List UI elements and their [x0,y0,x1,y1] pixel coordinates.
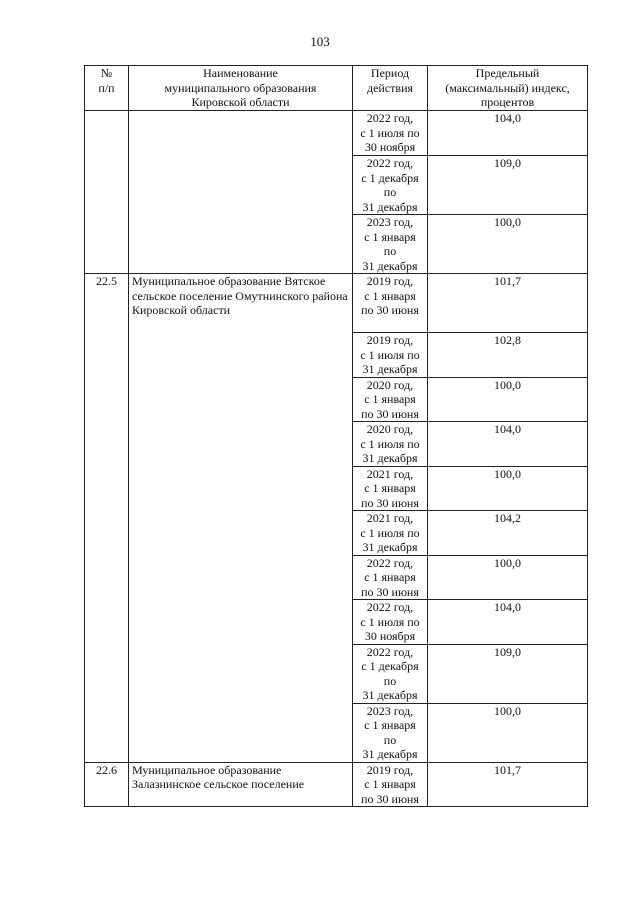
period-cell: 2020 год, с 1 июля по 31 декабря [353,422,428,467]
row-number [85,111,129,274]
index-cell: 100,0 [428,377,588,422]
index-cell: 102,8 [428,333,588,378]
period-cell: 2022 год, с 1 декабря по 31 декабря [353,644,428,703]
page-number: 103 [310,34,330,49]
period-cell: 2022 год, с 1 января по 30 июня [353,555,428,600]
table-row [85,111,588,156]
index-cell: 109,0 [428,644,588,703]
period-cell: 2022 год, с 1 июля по 30 ноября [353,111,428,156]
index-cell: 100,0 [428,466,588,511]
header-index: Предельный (максимальный) индекс, процентов [428,66,588,111]
index-cell: 104,2 [428,511,588,556]
period-cell: 2021 год, с 1 июля по 31 декабря [353,511,428,556]
index-cell: 101,7 [428,274,588,333]
period-cell: 2020 год, с 1 января по 30 июня [353,377,428,422]
header-period: Период действия [353,66,428,111]
period-cell: 2021 год, с 1 января по 30 июня [353,466,428,511]
table-row [85,762,588,807]
index-cell: 109,0 [428,156,588,215]
municipality-name: Муниципальное образование Вятское сельское поселение Омутнинского района Кировской области [129,274,353,763]
period-cell: 2022 год, с 1 декабря по 31 декабря [353,156,428,215]
index-cell: 104,0 [428,600,588,645]
period-cell: 2023 год, с 1 января по 31 декабря [353,703,428,762]
table-header-row [85,66,588,111]
row-number: 22.6 [85,762,129,807]
header-num: № п/п [85,66,129,111]
table-row [85,274,588,333]
municipality-name [129,111,353,274]
period-cell: 2019 год, с 1 января по 30 июня [353,274,428,333]
header-municipality: Наименование муниципального образования Кировской области [129,66,353,111]
tariff-index-table [84,65,588,807]
period-cell: 2023 год, с 1 января по 31 декабря [353,215,428,274]
index-cell: 100,0 [428,555,588,600]
period-cell: 2022 год, с 1 июля по 30 ноября [353,600,428,645]
period-cell: 2019 год, с 1 июля по 31 декабря [353,333,428,378]
index-cell: 100,0 [428,215,588,274]
row-number: 22.5 [85,274,129,763]
municipality-name: Муниципальное образование Залазнинское сельское поселение [129,762,353,807]
period-cell: 2019 год, с 1 января по 30 июня [353,762,428,807]
index-cell: 104,0 [428,422,588,467]
table-body [85,111,588,807]
index-cell: 100,0 [428,703,588,762]
index-cell: 104,0 [428,111,588,156]
index-cell: 101,7 [428,762,588,807]
